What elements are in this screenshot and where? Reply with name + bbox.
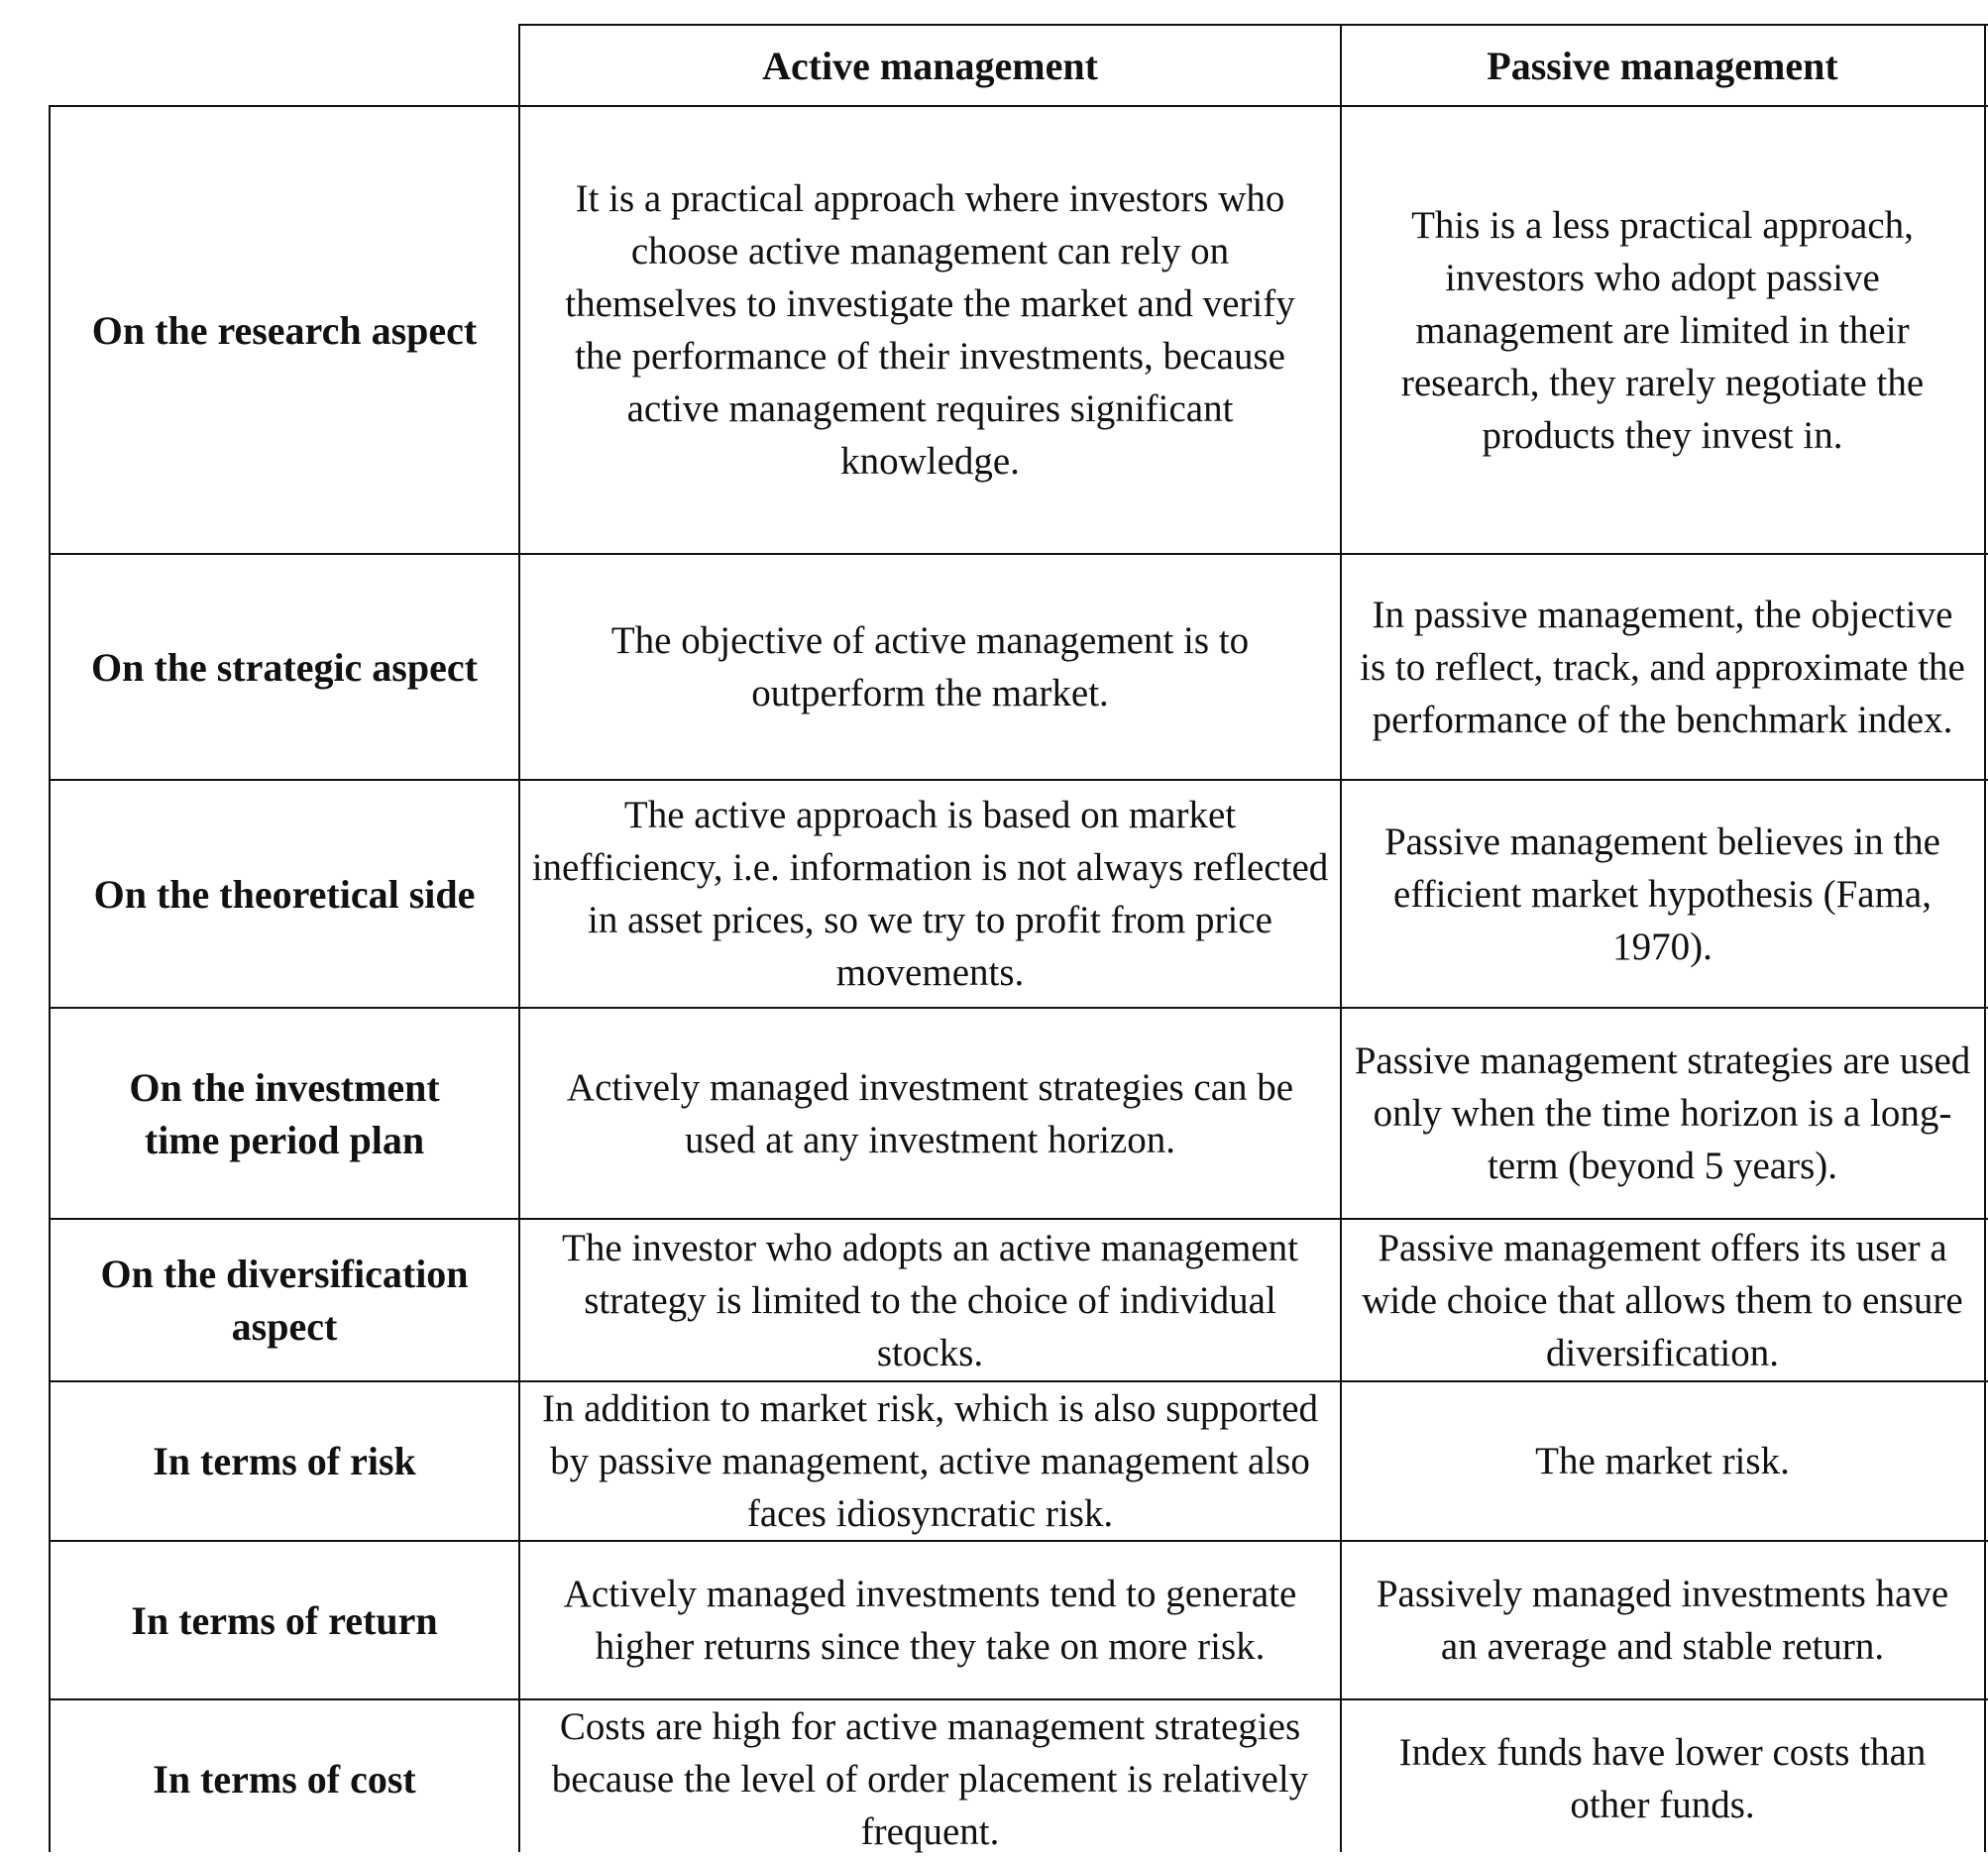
cell-active-strategic: The objective of active management is to outperform the market. xyxy=(610,619,1250,714)
row-label-cost: In terms of cost xyxy=(153,1756,416,1802)
cell-active-theoretical: The active approach is based on market inefficiency, i.e. information is not always reflected in asset prices, so we try to profit from price movements. xyxy=(531,794,1329,994)
cell-passive-diversification: Passive management offers its user a wide choice that allows them to ensure diversification. xyxy=(1362,1226,1963,1374)
table-row-divider xyxy=(49,1380,1988,1382)
cell-active-research: It is a practical approach where investors who choose active management can rely on themselves to investigate the market and verify the performance of their investments, because active management requires significant knowledge. xyxy=(565,177,1295,483)
cell-passive-research: This is a less practical approach, investors who adopt passive management are limited in their research, they rarely negotiate the products they invest in. xyxy=(1400,203,1925,457)
table-row-divider xyxy=(49,1007,1988,1009)
table-border-left xyxy=(49,105,51,1852)
row-label-return: In terms of return xyxy=(131,1597,438,1643)
cell-passive-cost: Index funds have lower costs than other funds. xyxy=(1398,1731,1927,1826)
cell-active-cost: Costs are high for active management strategies because the level of order placement is relatively frequent. xyxy=(551,1704,1309,1853)
table-border-top-header xyxy=(518,24,1988,26)
table-row-divider xyxy=(49,779,1988,781)
header-active-management: Active management xyxy=(762,43,1098,88)
cell-active-diversification: The investor who adopts an active management strategy is limited to the choice of individual stocks. xyxy=(562,1226,1298,1374)
row-label-investment-time-period: On the investment time period plan xyxy=(129,1064,440,1162)
row-label-risk: In terms of risk xyxy=(153,1439,416,1483)
header-passive-management: Passive management xyxy=(1487,43,1838,88)
row-label-strategic: On the strategic aspect xyxy=(91,644,478,690)
table-column-divider xyxy=(1340,24,1342,1852)
table-row-divider xyxy=(49,1698,1988,1700)
row-label-research: On the research aspect xyxy=(91,307,478,353)
table-row-divider xyxy=(49,1218,1988,1220)
row-label-theoretical: On the theoretical side xyxy=(93,871,476,917)
table-row-divider xyxy=(49,105,1988,107)
cell-passive-return: Passively managed investments have an average and stable return. xyxy=(1376,1573,1949,1668)
table-column-divider xyxy=(518,24,520,1852)
cell-active-risk: In addition to market risk, which is also supported by passive management, active management also faces idiosyncratic risk. xyxy=(541,1387,1319,1535)
cell-active-investment-time-period: Actively managed investment strategies can be used at any investment horizon. xyxy=(566,1065,1294,1161)
cell-passive-theoretical: Passive management believes in the efficient market hypothesis (Fama, 1970). xyxy=(1383,820,1940,968)
cell-passive-strategic: In passive management, the objective is to reflect, track, and approximate the performance of the benchmark index. xyxy=(1360,593,1965,741)
table-row-divider xyxy=(49,553,1988,555)
table-row-divider xyxy=(49,1540,1988,1542)
row-label-diversification: On the diversification aspect xyxy=(100,1252,469,1349)
cell-active-return: Actively managed investments tend to generate higher returns since they take on more risk. xyxy=(563,1573,1297,1668)
table-border-right xyxy=(1984,24,1986,1852)
cell-passive-risk: The market risk. xyxy=(1535,1440,1790,1482)
cell-passive-investment-time-period: Passive management strategies are used only when the time horizon is a long-term (beyond 5 years). xyxy=(1354,1039,1971,1187)
